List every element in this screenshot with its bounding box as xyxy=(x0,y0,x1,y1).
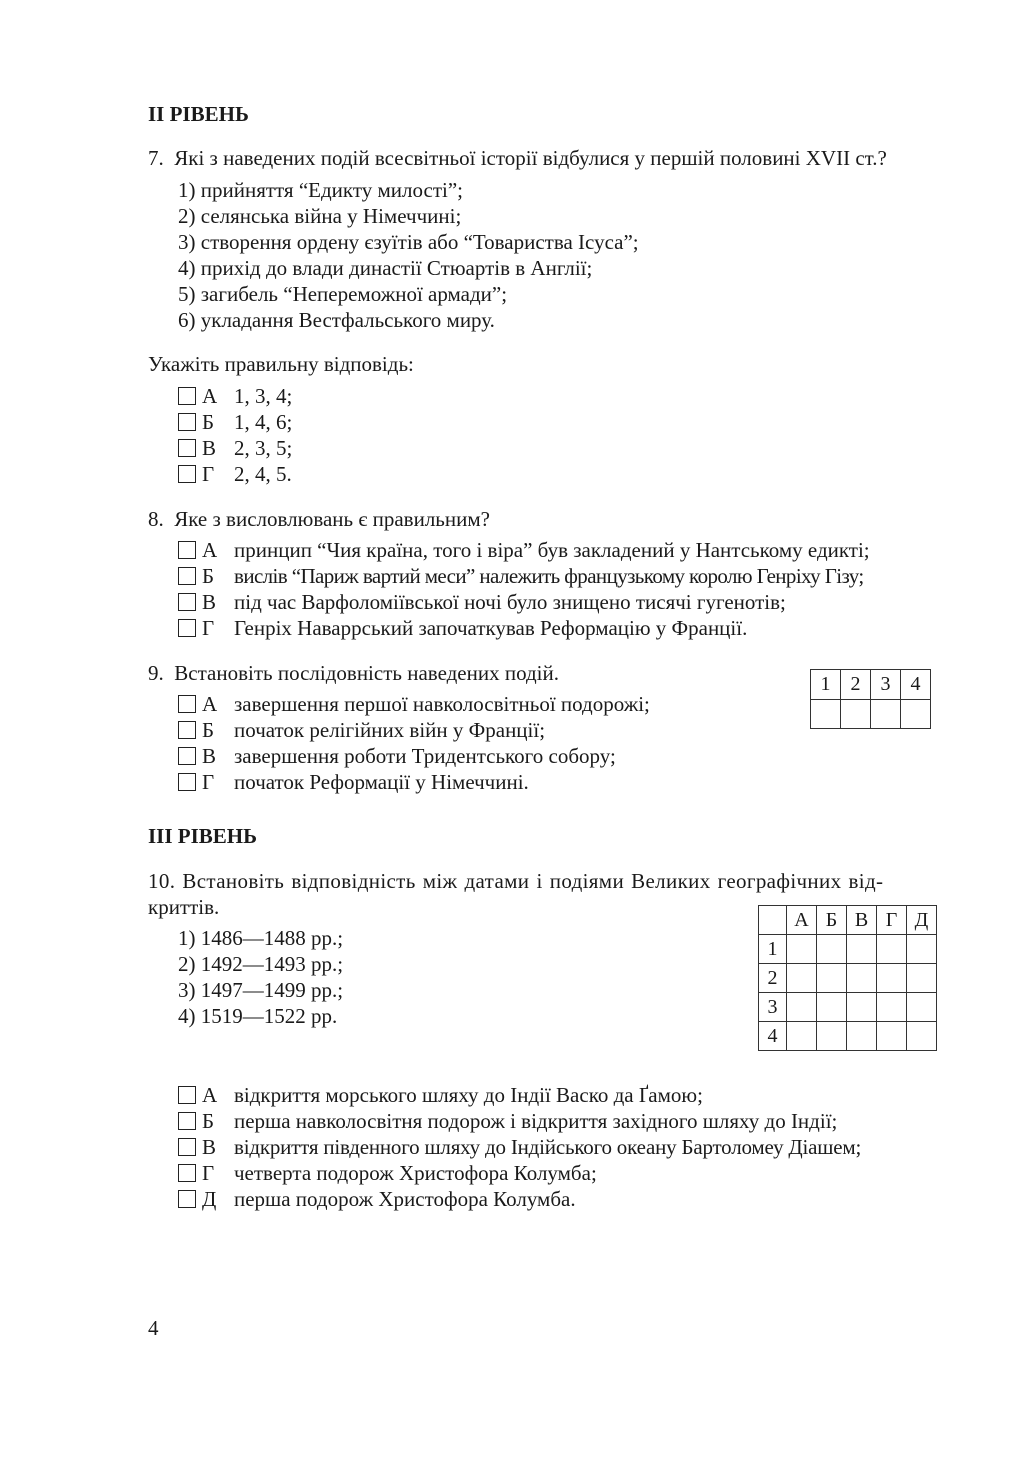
option-text: перша навколосвітня подорож і відкриття західного шляху до Індії; xyxy=(234,1108,838,1133)
option-letter: Г xyxy=(202,1160,215,1185)
question-7-prompt: Укажіть правильну відповідь: xyxy=(148,352,414,376)
grid-answer-cell[interactable] xyxy=(787,964,817,993)
option-text: вислів “Париж вартий меси” належить французькому королю Генріху Гізу; xyxy=(234,563,864,588)
question-7-option-c[interactable] xyxy=(178,435,292,461)
grid-header-cell: Г xyxy=(877,906,907,935)
option-text: Генріх Наваррський започаткував Реформацію у Франції. xyxy=(234,615,748,640)
question-8-option-c[interactable] xyxy=(178,589,786,615)
option-text: четверта подорож Христофора Колумба; xyxy=(234,1160,597,1185)
option-text: 2, 3, 5; xyxy=(234,435,293,460)
option-letter: Б xyxy=(202,563,215,588)
checkbox[interactable] xyxy=(178,465,196,483)
grid-header-cell: В xyxy=(847,906,877,935)
option-letter: Г xyxy=(202,461,215,486)
question-8-text: 8. Яке з висловлювань є правильним? xyxy=(148,507,490,531)
option-letter: Г xyxy=(202,615,215,640)
question-7-option-a[interactable] xyxy=(178,383,292,409)
checkbox[interactable] xyxy=(178,1086,196,1104)
grid-answer-cell[interactable] xyxy=(817,935,847,964)
grid-answer-cell[interactable] xyxy=(907,935,937,964)
grid-answer-cell[interactable] xyxy=(901,700,931,729)
section-heading-level-3: III РІВЕНЬ xyxy=(148,824,257,848)
option-text: початок Реформації у Німеччині. xyxy=(234,769,529,794)
checkbox[interactable] xyxy=(178,439,196,457)
option-text: завершення роботи Тридентського собору; xyxy=(234,743,616,768)
grid-answer-cell[interactable] xyxy=(877,964,907,993)
grid-header-cell: 4 xyxy=(901,670,931,700)
checkbox[interactable] xyxy=(178,747,196,765)
option-text: 2, 4, 5. xyxy=(234,461,292,486)
question-8-option-b[interactable] xyxy=(178,563,864,589)
checkbox[interactable] xyxy=(178,1164,196,1182)
grid-answer-cell[interactable] xyxy=(907,964,937,993)
grid-answer-cell[interactable] xyxy=(907,993,937,1022)
option-letter: А xyxy=(202,383,218,408)
question-9-option-c[interactable] xyxy=(178,743,616,769)
question-9-option-d[interactable] xyxy=(178,769,529,795)
question-7-option-d[interactable] xyxy=(178,461,292,487)
option-letter: Д xyxy=(202,1186,217,1211)
grid-answer-cell[interactable] xyxy=(817,1022,847,1051)
checkbox[interactable] xyxy=(178,541,196,559)
option-letter: В xyxy=(202,743,217,768)
grid-row-label: 1 xyxy=(759,935,787,964)
grid-corner-cell xyxy=(759,906,787,935)
checkbox[interactable] xyxy=(178,593,196,611)
question-10-item-1: 1) 1486—1488 рр.; xyxy=(178,926,344,950)
question-7-item-3: 3) створення ордену єзуїтів або “Товариства Ісуса”; xyxy=(178,230,639,254)
question-9-option-b[interactable] xyxy=(178,717,545,743)
option-letter: А xyxy=(202,691,218,716)
option-text: відкриття південного шляху до Індійського океану Бартоломеу Діашем; xyxy=(234,1134,862,1159)
question-10-option-d[interactable] xyxy=(178,1160,597,1186)
grid-answer-cell[interactable] xyxy=(841,700,871,729)
question-7-item-5: 5) загибель “Непереможної армади”; xyxy=(178,282,508,306)
option-letter: Б xyxy=(202,409,215,434)
option-letter: В xyxy=(202,589,217,614)
question-10-option-b[interactable] xyxy=(178,1108,837,1134)
grid-answer-cell[interactable] xyxy=(877,935,907,964)
grid-answer-cell[interactable] xyxy=(871,700,901,729)
option-letter: Г xyxy=(202,769,215,794)
option-text: 1, 3, 4; xyxy=(234,383,293,408)
question-10-item-4: 4) 1519—1522 рр. xyxy=(178,1004,338,1028)
checkbox[interactable] xyxy=(178,1112,196,1130)
question-9-text: 9. Встановіть послідовність наведених подій. xyxy=(148,661,559,685)
checkbox[interactable] xyxy=(178,773,196,791)
question-10-option-e[interactable] xyxy=(178,1186,576,1212)
question-10-item-2: 2) 1492—1493 рр.; xyxy=(178,952,344,976)
grid-row-label: 3 xyxy=(759,993,787,1022)
question-10-text-line-1: 10. Встановіть відповідність між датами і подіями Великих географічних від- xyxy=(148,869,884,893)
option-text: відкриття морського шляху до Індії Васко да Ґамою; xyxy=(234,1082,703,1107)
grid-answer-cell[interactable] xyxy=(787,993,817,1022)
checkbox[interactable] xyxy=(178,619,196,637)
question-7-item-2: 2) селянська війна у Німеччині; xyxy=(178,204,462,228)
grid-header-cell: 2 xyxy=(841,670,871,700)
question-10-item-3: 3) 1497—1499 рр.; xyxy=(178,978,344,1002)
grid-header-cell: Б xyxy=(817,906,847,935)
question-9-option-a[interactable] xyxy=(178,691,650,717)
grid-row-label: 2 xyxy=(759,964,787,993)
question-9-answer-grid xyxy=(810,669,931,729)
grid-answer-cell[interactable] xyxy=(847,993,877,1022)
question-7-option-b[interactable] xyxy=(178,409,292,435)
question-10-answer-grid xyxy=(758,905,937,1051)
question-8-option-d[interactable] xyxy=(178,615,747,641)
question-10-option-a[interactable] xyxy=(178,1082,703,1108)
question-8-option-a[interactable] xyxy=(178,537,870,563)
option-text: початок релігійних війн у Франції; xyxy=(234,717,546,742)
checkbox[interactable] xyxy=(178,413,196,431)
grid-header-cell: 1 xyxy=(811,670,841,700)
grid-answer-cell[interactable] xyxy=(817,964,847,993)
section-heading-level-2: II РІВЕНЬ xyxy=(148,102,249,126)
option-text: перша подорож Христофора Колумба. xyxy=(234,1186,576,1211)
grid-row-label: 4 xyxy=(759,1022,787,1051)
question-7-item-4: 4) прихід до влади династії Стюартів в Англії; xyxy=(178,256,593,280)
page-number: 4 xyxy=(148,1316,159,1340)
checkbox[interactable] xyxy=(178,567,196,585)
question-7-item-6: 6) укладання Вестфальського миру. xyxy=(178,308,495,332)
grid-answer-cell[interactable] xyxy=(847,1022,877,1051)
option-letter: А xyxy=(202,1082,218,1107)
grid-answer-cell[interactable] xyxy=(787,935,817,964)
checkbox[interactable] xyxy=(178,1138,196,1156)
grid-answer-cell[interactable] xyxy=(847,935,877,964)
question-10-text-line-2: криттів. xyxy=(148,895,220,919)
question-7-text: 7. Які з наведених подій всесвітньої історії відбулися у першій половині XVII ст.? xyxy=(148,146,887,170)
grid-answer-cell[interactable] xyxy=(907,1022,937,1051)
option-letter: Б xyxy=(202,1108,215,1133)
grid-answer-cell[interactable] xyxy=(877,993,907,1022)
grid-answer-cell[interactable] xyxy=(817,993,847,1022)
grid-header-cell: 3 xyxy=(871,670,901,700)
option-text: завершення першої навколосвітньої подорожі; xyxy=(234,691,650,716)
checkbox[interactable] xyxy=(178,387,196,405)
checkbox[interactable] xyxy=(178,721,196,739)
grid-answer-cell[interactable] xyxy=(877,1022,907,1051)
question-10-option-c[interactable] xyxy=(178,1134,861,1160)
option-text: 1, 4, 6; xyxy=(234,409,293,434)
option-letter: В xyxy=(202,1134,217,1159)
grid-answer-cell[interactable] xyxy=(787,1022,817,1051)
question-7-item-1: 1) прийняття “Едикту милості”; xyxy=(178,178,464,202)
checkbox[interactable] xyxy=(178,695,196,713)
grid-answer-cell[interactable] xyxy=(811,700,841,729)
grid-header-cell: А xyxy=(787,906,817,935)
grid-header-cell: Д xyxy=(907,906,937,935)
option-text: принцип “Чия країна, того і віра” був закладений у Нантському едикті; xyxy=(234,537,870,562)
checkbox[interactable] xyxy=(178,1190,196,1208)
option-letter: А xyxy=(202,537,218,562)
grid-answer-cell[interactable] xyxy=(847,964,877,993)
option-text: під час Варфоломіївської ночі було знищено тисячі гугенотів; xyxy=(234,589,786,614)
option-letter: В xyxy=(202,435,217,460)
option-letter: Б xyxy=(202,717,215,742)
